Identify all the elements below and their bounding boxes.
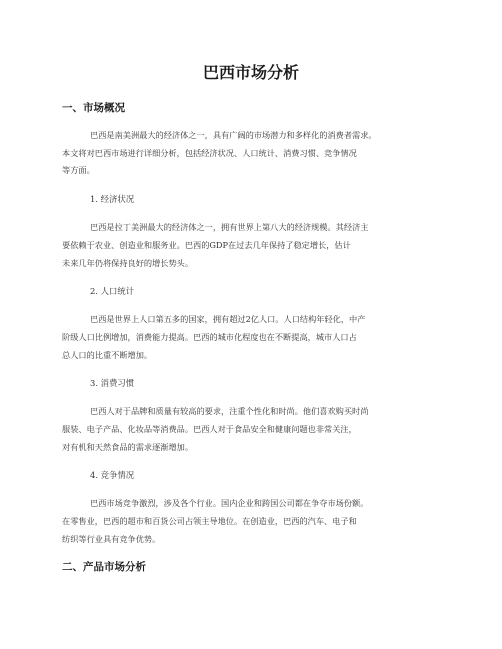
section-heading-market-overview: 一、市场概况: [62, 102, 125, 114]
paragraph-line: 本文将对巴西市场进行详细分析，包括经济状况、人口统计、消费习惯、竞争情况: [62, 148, 357, 158]
paragraph-line: 巴西是南美洲最大的经济体之一，具有广阔的市场潜力和多样化的消费者需求。: [90, 130, 377, 140]
paragraph-line: 在零售业，巴西的超市和百货公司占领主导地位。在创造业，巴西的汽车、电子和: [62, 516, 357, 526]
paragraph-line: 未来几年仍将保持良好的增长势头。: [62, 258, 194, 268]
document-title: 巴西市场分析: [202, 63, 299, 82]
paragraph-line: 巴西市场竞争激烈，涉及各个行业。国内企业和跨国公司都在争夺市场份额。: [90, 498, 369, 508]
section-heading-product-market: 二、产品市场分析: [62, 561, 146, 573]
paragraph-line: 巴西人对于品牌和质量有较高的要求，注重个性化和时尚。他们喜欢购买时尚: [90, 406, 369, 416]
paragraph-line: 对有机和天然食品的需求逐渐增加。: [62, 442, 194, 452]
paragraph-line: 总人口的比重不断增加。: [62, 350, 153, 360]
paragraph-line: 等方面。: [62, 165, 95, 175]
subsection-heading-economy: 1. 经济状况: [90, 194, 135, 204]
paragraph-line: 纺织等行业具有竞争优势。: [62, 534, 161, 544]
subsection-heading-consumption: 3. 消费习惯: [90, 378, 135, 388]
subsection-heading-competition: 4. 竞争情况: [90, 470, 135, 480]
paragraph-line: 巴西是拉丁美洲最大的经济体之一，拥有世界上第八大的经济规模。其经济主: [90, 222, 369, 232]
subsection-heading-population: 2. 人口统计: [90, 286, 135, 296]
paragraph-line: 巴西是世界上人口第五多的国家，拥有超过2亿人口。人口结构年轻化，中产: [90, 314, 366, 324]
paragraph-line: 要依赖于农业、创造业和服务业。巴西的GDP在过去几年保持了稳定增长，估计: [62, 240, 351, 250]
paragraph-line: 阶级人口比例增加，消费能力提高。巴西的城市化程度也在不断提高，城市人口占: [62, 332, 357, 342]
paragraph-line: 服装、电子产品、化妆品等消费品。巴西人对于食品安全和健康问题也非常关注，: [62, 424, 357, 434]
